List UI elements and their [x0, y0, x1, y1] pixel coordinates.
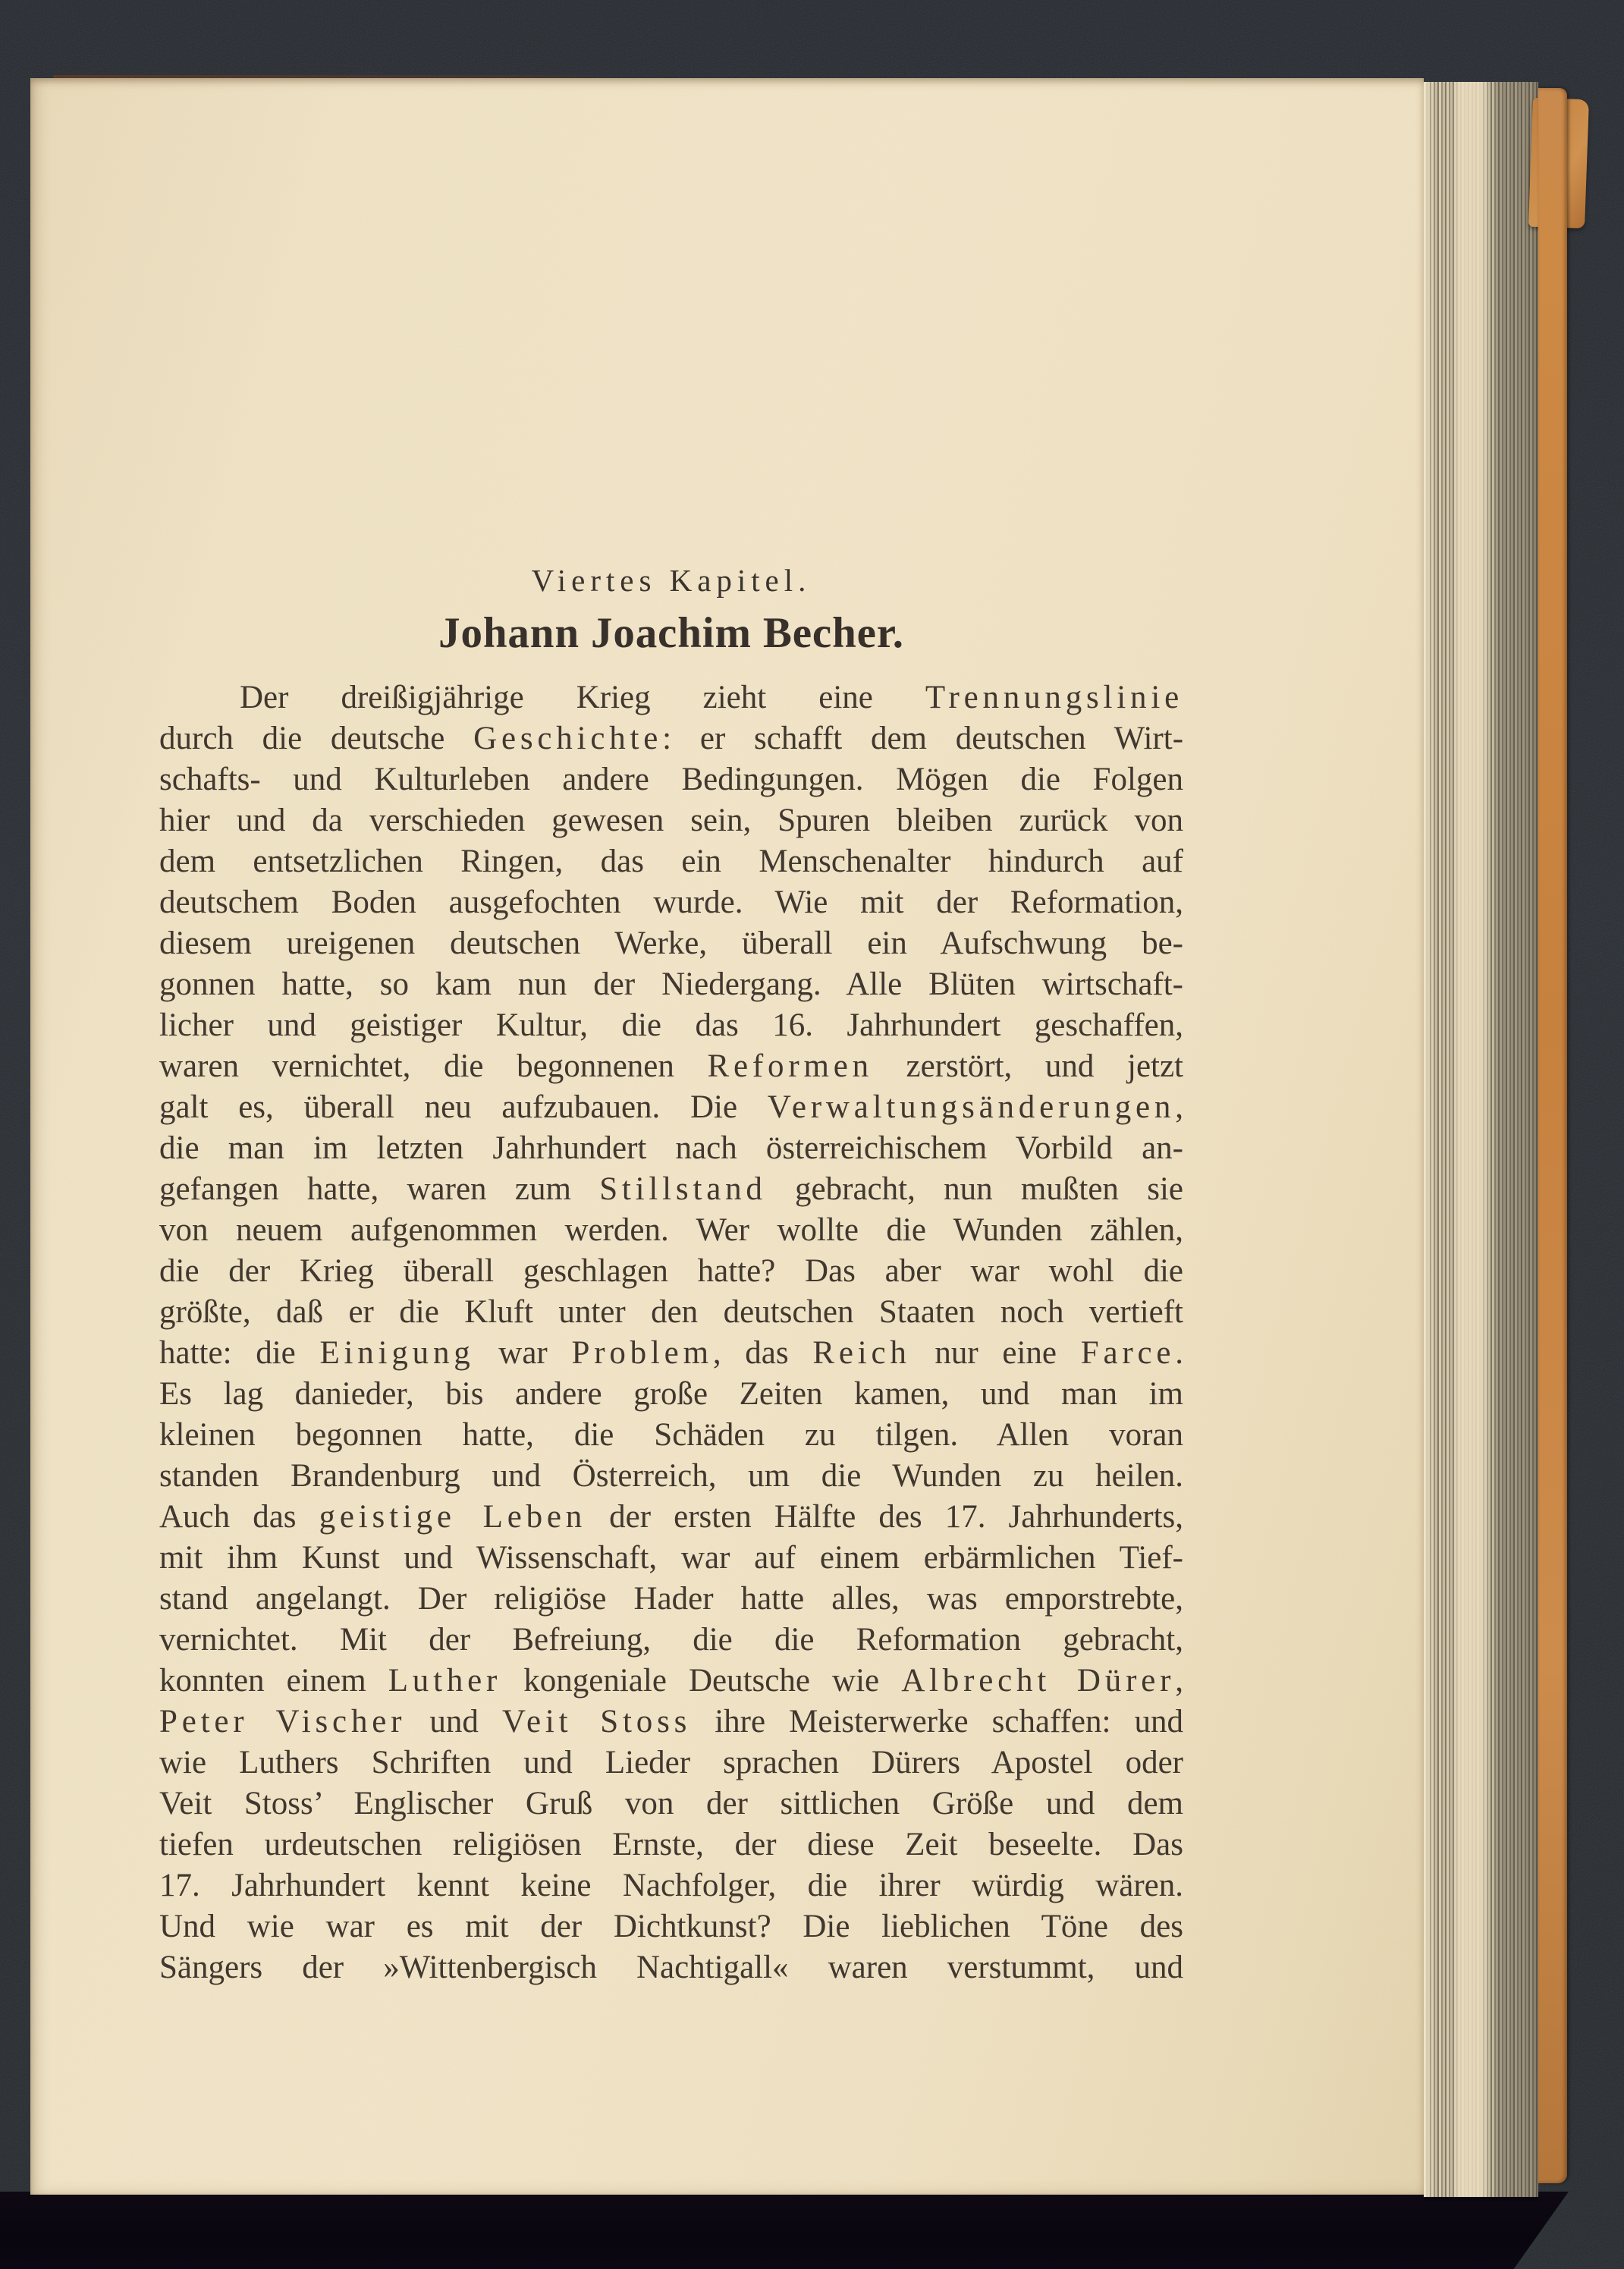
- body-line: konnten einem Luther kongeniale Deutsche wie Albrecht Dürer,: [159, 1663, 1183, 1699]
- body-line: Und wie war es mit der Dichtkunst? Die lieblichen Töne des: [159, 1909, 1183, 1944]
- body-line: die man im letzten Jahrhundert nach österreichischem Vorbild an-: [159, 1130, 1183, 1166]
- book-cover-edge: [1538, 88, 1567, 2183]
- page-bottom-shadow: [0, 2192, 1569, 2269]
- body-line: tiefen urdeutschen religiösen Ernste, der diese Zeit beseelte. Das: [159, 1827, 1183, 1862]
- page-text-column: [159, 78, 1183, 1988]
- body-line: diesem ureigenen deutschen Werke, überall ein Aufschwung be-: [159, 926, 1183, 961]
- body-line: waren vernichtet, die begonnenen Reformen zerstört, und jetzt: [159, 1048, 1184, 1084]
- body-line: gonnen hatte, so kam nun der Niedergang. Alle Blüten wirtschaft-: [159, 966, 1183, 1002]
- body-line: Auch das geistige Leben der ersten Hälfte des 17. Jahrhunderts,: [159, 1499, 1183, 1535]
- body-line: galt es, überall neu aufzubauen. Die Verwaltungsänderungen,: [159, 1089, 1183, 1125]
- left-page-edge: [0, 76, 32, 2195]
- body-line: die der Krieg überall geschlagen hatte? Das aber war wohl die: [159, 1253, 1183, 1289]
- body-line: Peter Vischer und Veit Stoss ihre Meisterwerke schaffen: und: [159, 1704, 1184, 1739]
- body-line: wie Luthers Schriften und Lieder sprachen Dürers Apostel oder: [159, 1745, 1183, 1780]
- chapter-kicker: Viertes Kapitel.: [531, 563, 812, 598]
- body-line: licher und geistiger Kultur, die das 16. Jahrhundert geschaffen,: [159, 1007, 1183, 1043]
- body-line: standen Brandenburg und Österreich, um die Wunden zu heilen.: [159, 1458, 1183, 1494]
- body-line: hier und da verschieden gewesen sein, Spuren bleiben zurück von: [159, 803, 1183, 838]
- body-line: größte, daß er die Kluft unter den deutschen Staaten noch vertieft: [159, 1294, 1183, 1330]
- body-line: Sängers der »Wittenbergisch Nachtigall« waren verstummt, und: [159, 1950, 1183, 1985]
- body-line: hatte: die Einigung war Problem, das Reich nur eine Farce.: [159, 1335, 1183, 1371]
- body-line: Es lag danieder, bis andere große Zeiten kamen, und man im: [159, 1376, 1183, 1412]
- body-line: durch die deutsche Geschichte: er schafft dem deutschen Wirt-: [159, 721, 1184, 756]
- body-line: deutschem Boden ausgefochten wurde. Wie mit der Reformation,: [159, 885, 1183, 920]
- body-line: Veit Stoss’ Englischer Gruß von der sittlichen Größe und dem: [159, 1786, 1183, 1821]
- body-line: schafts- und Kulturleben andere Bedingungen. Mögen die Folgen: [159, 762, 1183, 797]
- body-line: vernichtet. Mit der Befreiung, die die Reformation gebracht,: [159, 1622, 1183, 1658]
- body-line: Der dreißigjährige Krieg zieht eine Trennungslinie: [240, 680, 1183, 715]
- body-text: [159, 677, 1183, 1988]
- page-top-edge-line: [53, 75, 630, 78]
- body-line: kleinen begonnen hatte, die Schäden zu tilgen. Allen voran: [159, 1417, 1183, 1453]
- body-line: gefangen hatte, waren zum Stillstand gebracht, nun mußten sie: [159, 1171, 1183, 1207]
- body-line: 17. Jahrhundert kennt keine Nachfolger, die ihrer würdig wären.: [159, 1868, 1183, 1903]
- page-stack-fore-edge: [1424, 82, 1538, 2197]
- body-line: mit ihm Kunst und Wissenschaft, war auf einem erbärmlichen Tief-: [159, 1540, 1183, 1576]
- chapter-title: Johann Joachim Becher.: [438, 609, 904, 657]
- body-line: von neuem aufgenommen werden. Wer wollte die Wunden zählen,: [159, 1212, 1183, 1248]
- book-page: [30, 78, 1424, 2195]
- body-line: dem entsetzlichen Ringen, das ein Menschenalter hindurch auf: [159, 844, 1183, 879]
- body-line: stand angelangt. Der religiöse Hader hatte alles, was emporstrebte,: [159, 1581, 1183, 1617]
